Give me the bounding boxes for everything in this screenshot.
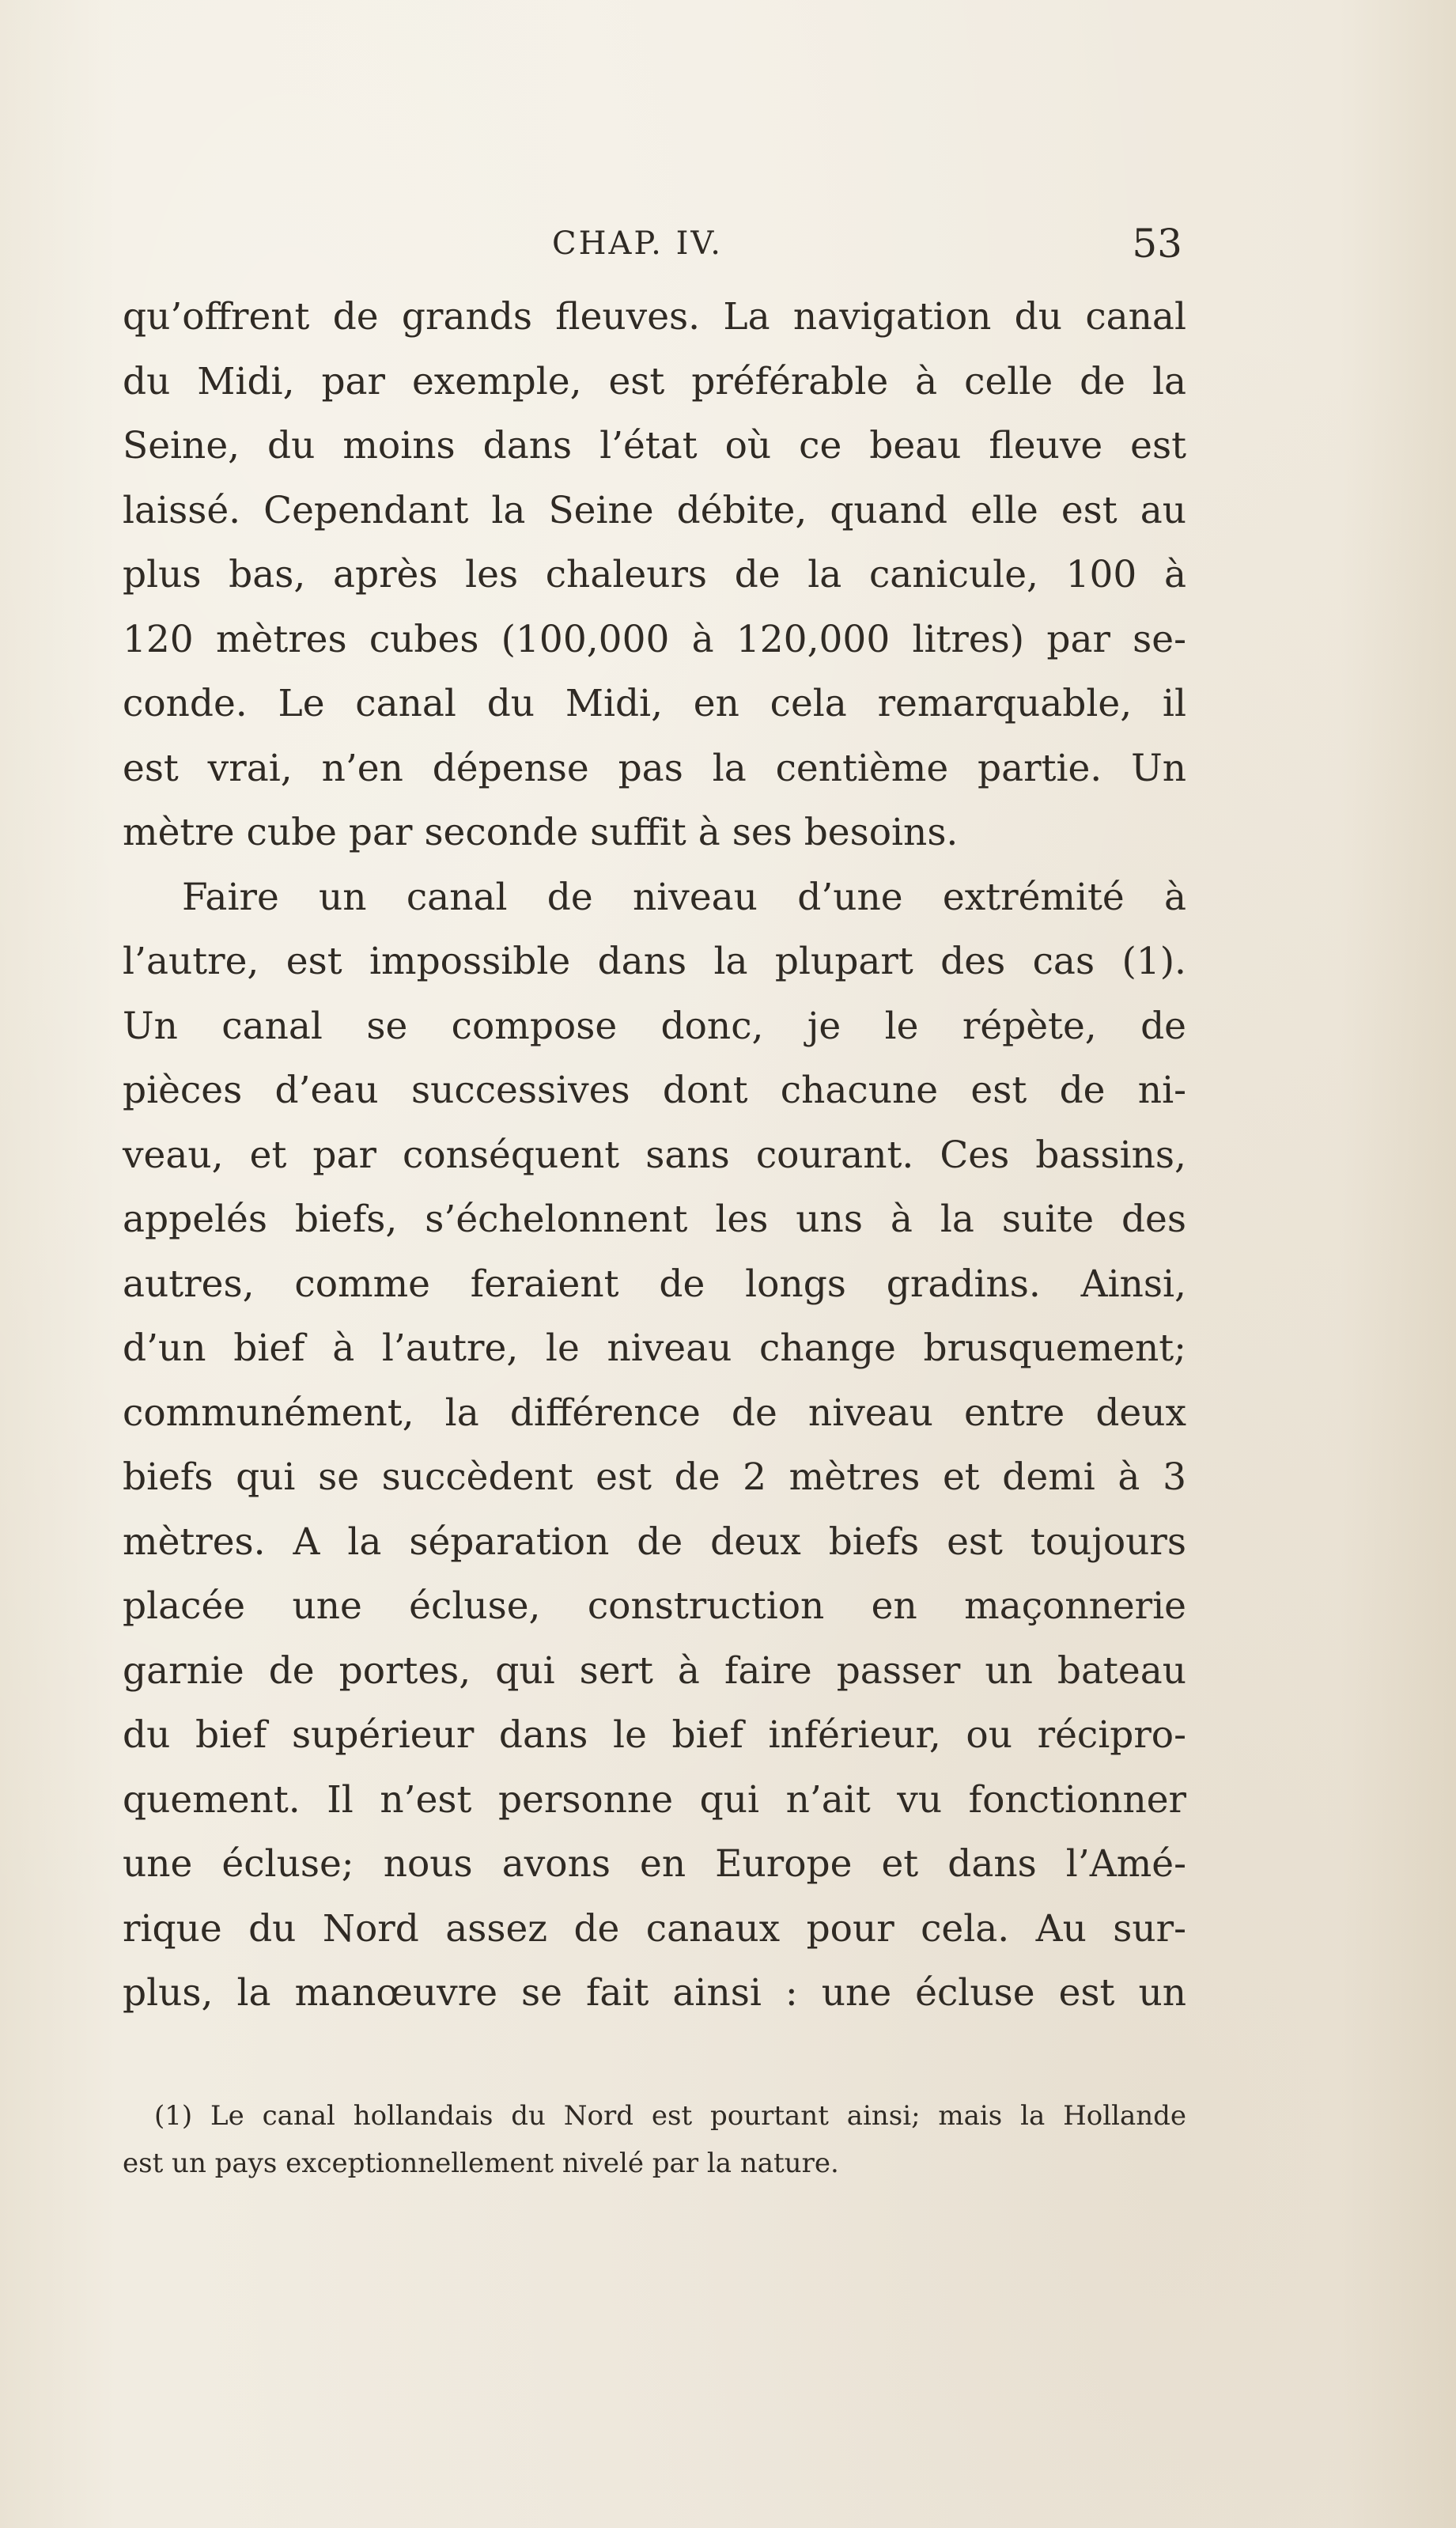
text-line: qu’offrent de grands fleuves. La navigation du canal	[123, 295, 1186, 339]
chapter-heading: CHAP. IV.	[552, 225, 724, 262]
text-line: veau, et par conséquent sans courant. Ces bassins,	[123, 1133, 1186, 1177]
text-line: quement. Il n’est personne qui n’ait vu fonctionner	[123, 1777, 1186, 1822]
body-text	[123, 285, 1186, 2026]
text-line: 120 mètres cubes (100,000 à 120,000 litres) par se-	[123, 617, 1186, 661]
text-line: pièces d’eau successives dont chacune est de ni-	[123, 1069, 1186, 1112]
running-head	[127, 220, 1182, 267]
paragraph-start-line: Faire un canal de niveau d’une extrémité à	[182, 875, 1186, 919]
text-line: autres, comme feraient de longs gradins. Ainsi,	[123, 1262, 1186, 1306]
text-line: mètres. A la séparation de deux biefs est toujours	[123, 1519, 1186, 1564]
text-line: mètre cube par seconde suffit à ses besoins.	[123, 811, 959, 854]
text-line: du Midi, par exemple, est préférable à celle de la	[123, 359, 1186, 403]
page-number: 53	[1132, 221, 1182, 267]
text-line: plus bas, après les chaleurs de la canicule, 100 à	[123, 553, 1186, 596]
text-line: appelés biefs, s’échelonnent les uns à la suite des	[123, 1198, 1186, 1241]
text-line: d’un bief à l’autre, le niveau change brusquement;	[123, 1326, 1186, 1370]
text-line: plus, la manœuvre se fait ainsi : une écluse est un	[123, 1971, 1186, 2015]
text-line: est vrai, n’en dépense pas la centième partie. Un	[123, 746, 1186, 790]
text-line: garnie de portes, qui sert à faire passer un bateau	[123, 1648, 1186, 1693]
text-line: Un canal se compose donc, je le répète, de	[123, 1004, 1186, 1048]
text-line: conde. Le canal du Midi, en cela remarquable, il	[123, 682, 1186, 725]
footnote-line: (1) Le canal hollandais du Nord est pourtant ainsi; mais la Hollande	[154, 2100, 1186, 2132]
text-line: l’autre, est impossible dans la plupart des cas (1).	[123, 940, 1186, 983]
text-line: une écluse; nous avons en Europe et dans l’Amé-	[123, 1842, 1186, 1886]
text-line: biefs qui se succèdent est de 2 mètres et demi à 3	[123, 1455, 1186, 1499]
text-line: Seine, du moins dans l’état où ce beau fleuve est	[123, 424, 1186, 467]
text-line: rique du Nord assez de canaux pour cela. Au sur-	[123, 1906, 1186, 1951]
text-line: communément, la différence de niveau entre deux	[123, 1391, 1186, 1435]
footnote-line: est un pays exceptionnellement nivelé par la nature.	[123, 2148, 839, 2179]
footnote	[123, 2092, 1186, 2187]
text-line: laissé. Cependant la Seine débite, quand elle est au	[123, 488, 1186, 532]
text-line: placée une écluse, construction en maçonnerie	[123, 1584, 1186, 1628]
text-line: du bief supérieur dans le bief inférieur, ou récipro-	[123, 1713, 1186, 1757]
